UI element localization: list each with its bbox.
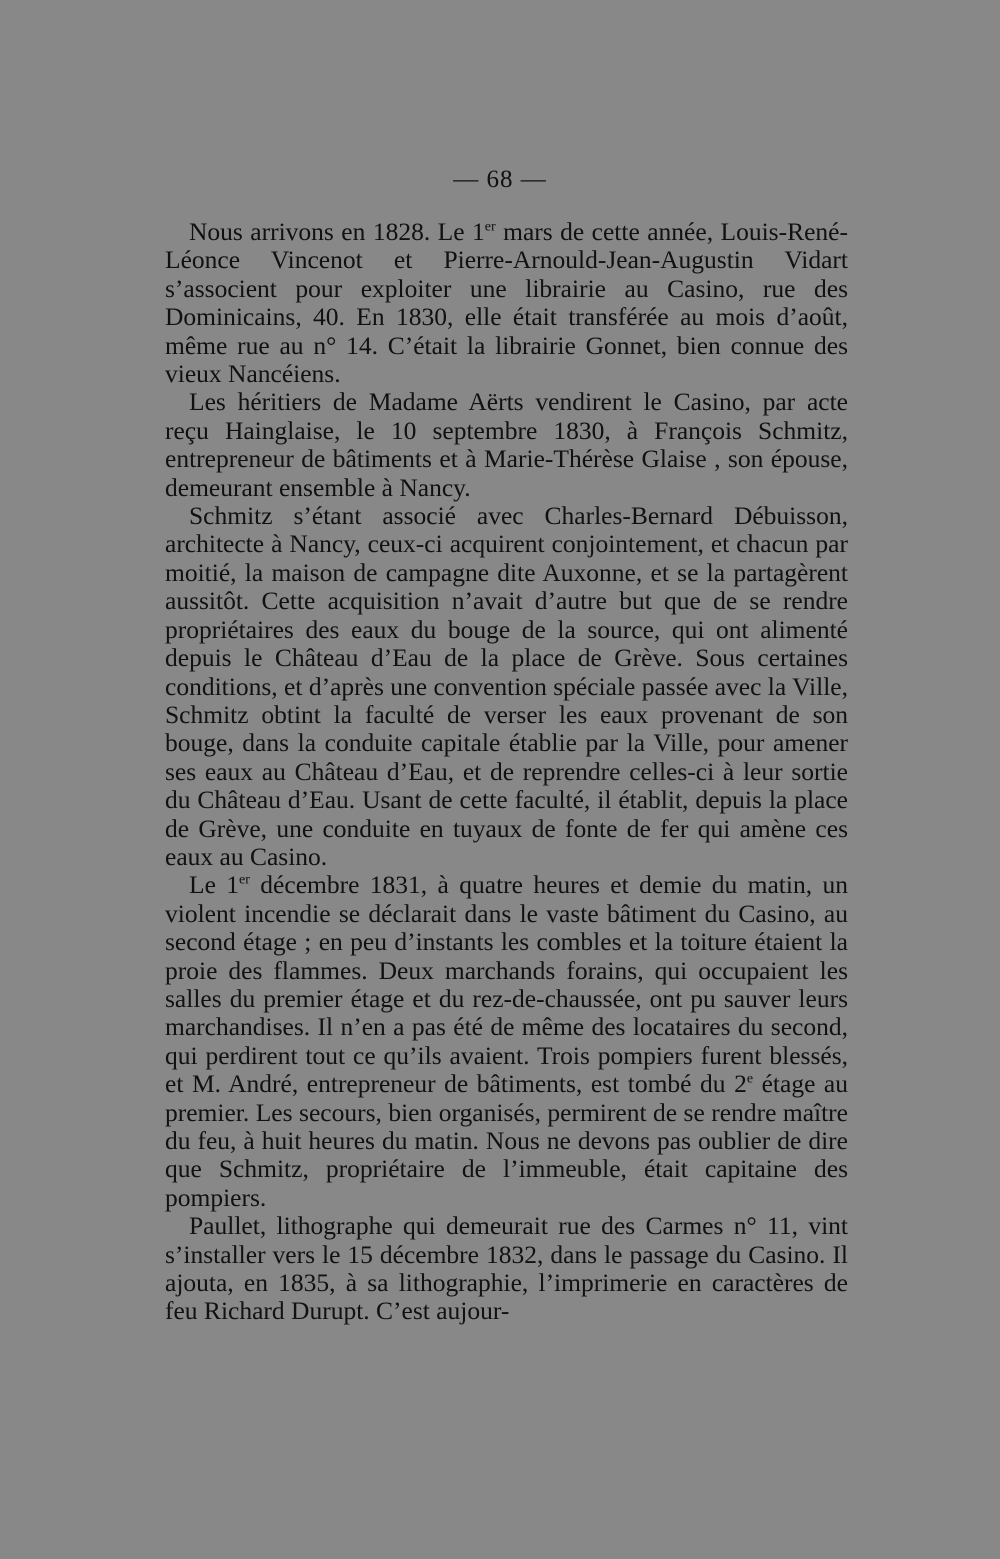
- superscript: er: [239, 872, 250, 888]
- paragraph-1: [165, 218, 848, 388]
- text-run: Nous arrivons en 1828. Le 1: [189, 217, 485, 246]
- text-run: étage au premier. Les secours, bien organisés, permirent de se rendre maître du feu, à huit heures du matin. Nous ne devons pas oublier de dire que Schmitz, propriétaire de l’immeuble, était capitaine des pompiers.: [165, 1069, 849, 1212]
- text-run: Le 1: [189, 870, 240, 900]
- text-run: Schmitz s’étant associé avec Charles-Bernard Débuisson, architecte à Nancy, ceux-ci acquirent conjointement, et chacun par moitié, la maison de campagne dite Auxonne, et se la partagèrent aussitôt. Cette acquisition n’avait d’autre but que de se rendre propriétaires des eaux du bouge de la source, qui ont alimenté depuis le Château d’Eau de la place de Grève. Sous certaines conditions, et d’après une convention spéciale passée avec la Ville, Schmitz obtint la faculté de verser les eaux provenant de son bouge, dans la conduite capitale établie par la Ville, pour amener ses eaux au Château d’Eau, et de reprendre celles-ci à leur sortie du Château d’Eau. Usant de cette faculté, il établit, depuis la place de Grève, une conduite en tuyaux de fonte de fer qui amène ces eaux au Casino.: [165, 501, 848, 871]
- text-run: Les héritiers de Madame Aërts vendirent le Casino, par acte reçu Hainglaise, le 10 septembre 1830, à François Schmitz, entrepreneur de bâtiments et à Marie-Thérèse Glaise , son épouse, demeurant ensemble à Nancy.: [165, 387, 848, 502]
- superscript: e: [746, 1071, 754, 1087]
- superscript: er: [484, 219, 496, 235]
- text-run: décembre 1831, à quatre heures et demie du matin, un violent incendie se déclarait dans le vaste bâtiment du Casino, au second étage ; en peu d’instants les combles et la toiture étaient la proie des flammes. Deux marchands forains, qui occupaient les salles du premier étage et du rez-de-chaussée, ont pu sauver leurs marchandises. Il n’en a pas été de même des locataires du second, qui perdirent tout ce qu’ils avaient. Trois pompiers furent blessés, et M. André, entrepreneur de bâtiments, est tombé du 2: [165, 870, 848, 1099]
- paragraph-3: [165, 502, 848, 871]
- page-number: — 68 —: [453, 166, 547, 193]
- body-text: [165, 218, 848, 1326]
- text-run: Paullet, lithographe qui demeurait rue des Carmes n° 11, vint s’installer vers le 15 décembre 1832, dans le passage du Casino. Il ajouta, en 1835, à sa lithographie, l’imprimerie en caractères de feu Richard Durupt. C’est aujour-: [165, 1211, 848, 1326]
- text-run: mars de cette année, Louis-René-Léonce Vincenot et Pierre-Arnould-Jean-Augustin Vidart s’associent pour exploiter une librairie au Casino, rue des Dominicains, 40. En 1830, elle était transférée au mois d’août, même rue au n° 14. C’était la librairie Gonnet, bien connue des vieux Nancéiens.: [165, 217, 848, 389]
- paragraph-2: [165, 388, 848, 502]
- paragraph-5: [165, 1212, 848, 1326]
- paragraph-4: [165, 871, 848, 1212]
